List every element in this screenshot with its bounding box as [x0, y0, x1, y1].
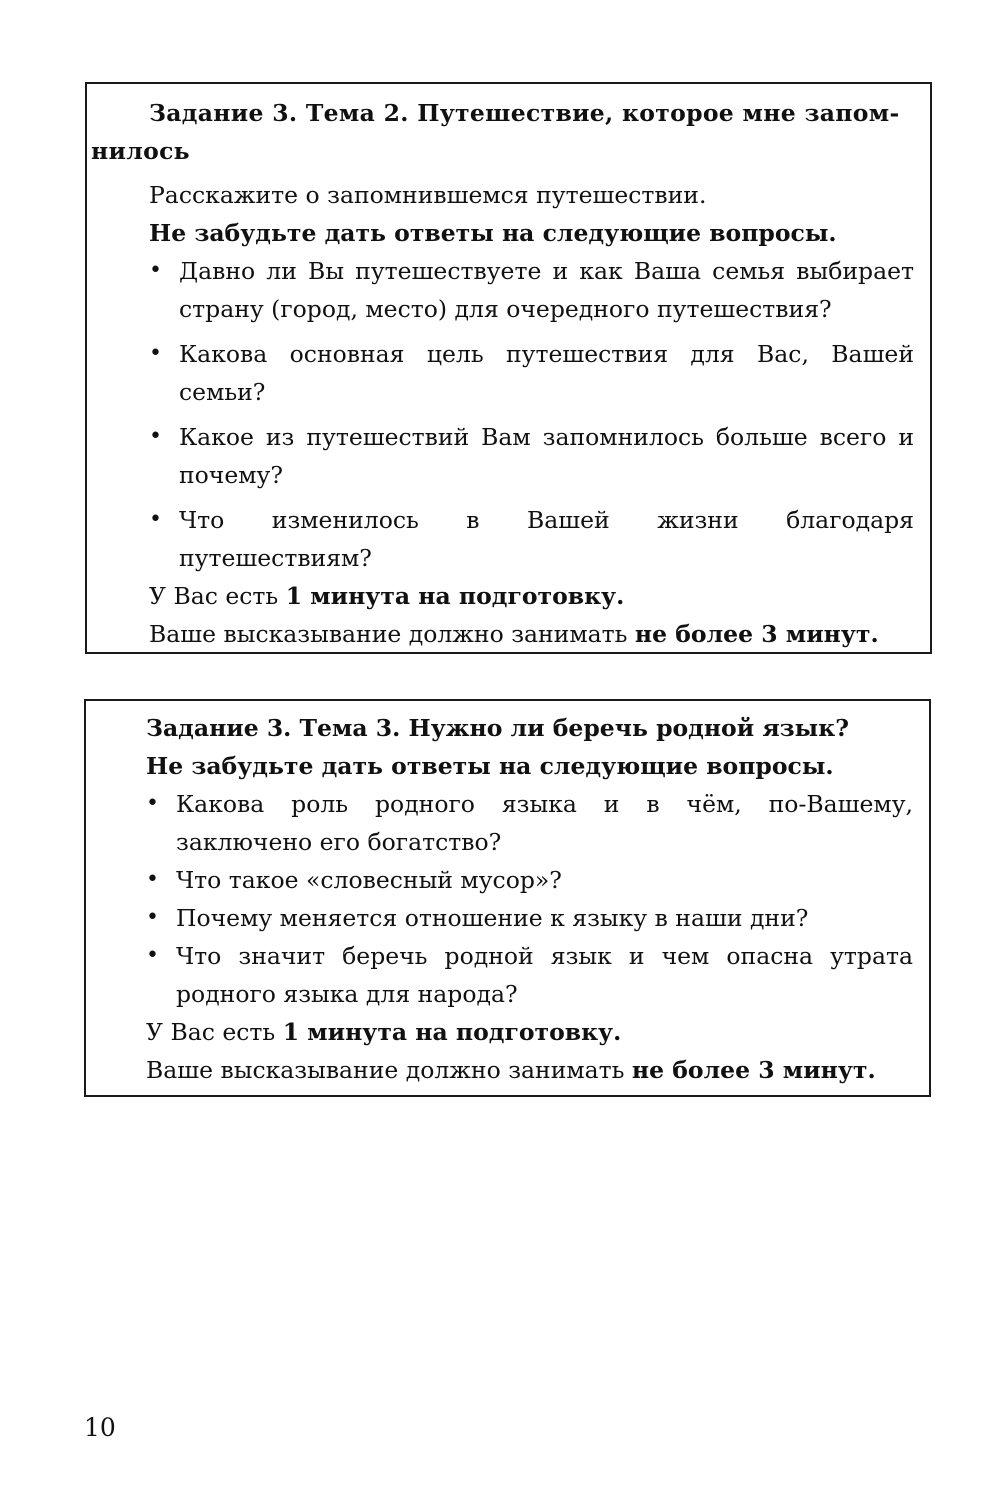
bullet-icon: •	[149, 341, 162, 366]
prep-prefix: У Вас есть	[146, 1018, 283, 1046]
list-item	[146, 785, 913, 861]
page-number: 10	[84, 1413, 116, 1442]
task-reminder: Не забудьте дать ответы на следующие вопросы.	[149, 219, 837, 247]
bullet-icon: •	[149, 258, 162, 283]
prep-bold: 1 минута на подготовку.	[285, 582, 625, 610]
limit-prefix: Ваше высказывание должно занимать	[146, 1056, 632, 1084]
question-text: Какова роль родного языка и в чём, по-Вашему, заключено его богатство?	[176, 790, 913, 856]
task-card-language	[84, 699, 931, 1097]
question-text: Что такое «словесный мусор»?	[176, 866, 562, 894]
list-item	[146, 861, 913, 899]
task-title: Задание 3. Тема 3. Нужно ли беречь родной язык?	[146, 714, 849, 742]
prep-bold: 1 минута на подготовку.	[282, 1018, 622, 1046]
question-list	[149, 252, 914, 577]
question-text: Какое из путешествий Вам запомнилось больше всего и почему?	[179, 423, 914, 489]
question-list	[146, 785, 913, 1013]
time-limit-note	[149, 615, 914, 653]
task-title-line1: Задание 3. Тема 2. Путешествие, которое мне запом-	[149, 99, 900, 127]
list-item	[146, 937, 913, 1013]
question-text: Какова основная цель путешествия для Вас, Вашей семьи?	[179, 340, 914, 406]
bullet-icon: •	[146, 867, 159, 892]
prep-prefix: У Вас есть	[149, 582, 286, 610]
bullet-icon: •	[146, 905, 159, 930]
task-title	[91, 94, 914, 170]
prep-time-note	[146, 1013, 913, 1051]
bullet-icon: •	[149, 507, 162, 532]
bullet-icon: •	[146, 943, 159, 968]
question-text: Давно ли Вы путешествуете и как Ваша семья выбирает страну (город, место) для очередного путешествия?	[179, 257, 914, 323]
task-title-line2: нилось	[91, 137, 190, 165]
question-text: Что изменилось в Вашей жизни благодаря путешествиям?	[179, 506, 914, 572]
limit-bold: не более 3 минут.	[631, 1056, 876, 1084]
list-item	[149, 252, 914, 328]
task-intro: Расскажите о запомнившемся путешествии.	[149, 181, 707, 209]
task-reminder: Не забудьте дать ответы на следующие вопросы.	[146, 752, 834, 780]
time-limit-note	[146, 1051, 913, 1089]
list-item	[149, 418, 914, 494]
list-item	[149, 335, 914, 411]
bullet-icon: •	[149, 424, 162, 449]
bullet-icon: •	[146, 791, 159, 816]
limit-prefix: Ваше высказывание должно занимать	[149, 620, 635, 648]
question-text: Почему меняется отношение к языку в наши дни?	[176, 904, 809, 932]
limit-bold: не более 3 минут.	[634, 620, 879, 648]
list-item	[146, 899, 913, 937]
prep-time-note	[149, 577, 914, 615]
question-text: Что значит беречь родной язык и чем опасна утрата родного языка для народа?	[176, 942, 913, 1008]
task-card-travel	[85, 82, 932, 654]
list-item	[149, 501, 914, 577]
